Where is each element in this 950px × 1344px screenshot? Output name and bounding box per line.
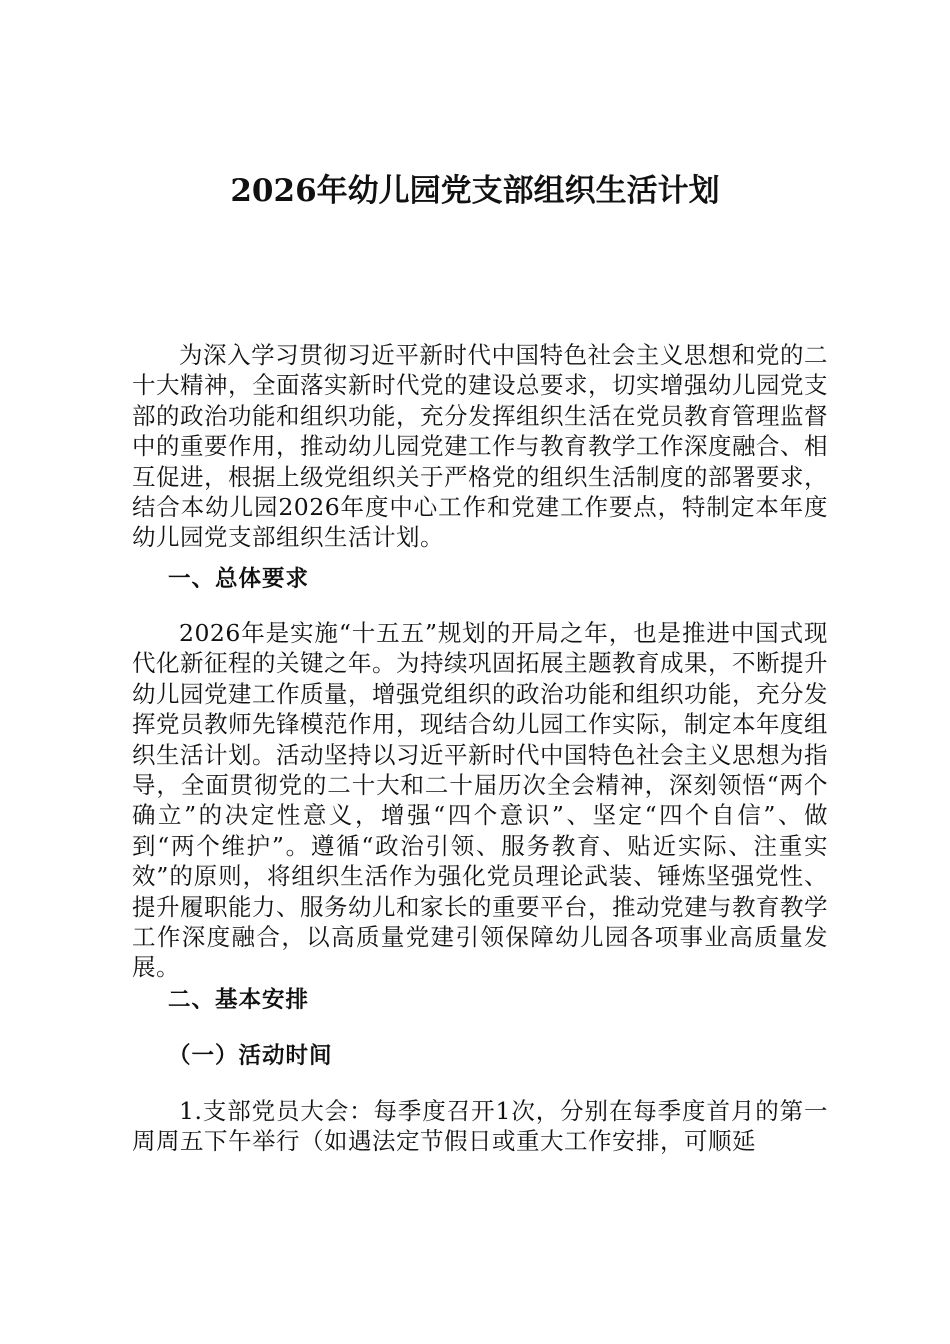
section-heading-basic-arrangements: 二、基本安排	[168, 987, 310, 1013]
section-heading-general-requirements: 一、总体要求	[168, 566, 310, 592]
document-title: 2026年幼儿园党支部组织生活计划	[230, 173, 720, 209]
intro-paragraph: 为深入学习贯彻习近平新时代中国特色社会主义思想和党的二十大精神，全面落实新时代党的建设总要求，切实增强幼儿园党支部的政治功能和组织功能，充分发挥组织生活在党员教育管理监督中的重要作用，推动幼儿园党建工作与教育教学工作深度融合、相互促进，根据上级党组织关于严格党的组织生活制度的部署要求，结合本幼儿园2026年度中心工作和党建工作要点，特制定本年度幼儿园党支部组织生活计划。	[132, 341, 828, 552]
subsection-heading-activity-time: （一）活动时间	[168, 1043, 333, 1069]
activity-time-item-1: 1.支部党员大会：每季度召开1次，分别在每季度首月的第一周周五下午举行（如遇法定节假日或重大工作安排，可顺延	[132, 1097, 828, 1156]
general-requirements-paragraph: 2026年是实施“十五五”规划的开局之年，也是推进中国式现代化新征程的关键之年。为持续巩固拓展主题教育成果，不断提升幼儿园党建工作质量，增强党组织的政治功能和组织功能，充分发挥党员教师先锋模范作用，现结合幼儿园工作实际，制定本年度组织生活计划。活动坚持以习近平新时代中国特色社会主义思想为指导，全面贯彻党的二十大和二十届历次全会精神，深刻领悟“两个确立”的决定性意义，增强“四个意识”、坚定“四个自信”、做到“两个维护”。遵循“政治引领、服务教育、贴近实际、注重实效”的原则，将组织生活作为强化党员理论武装、锤炼坚强党性、提升履职能力、服务幼儿和家长的重要平台，推动党建与教育教学工作深度融合，以高质量党建引领保障幼儿园各项事业高质量发展。	[132, 619, 828, 982]
